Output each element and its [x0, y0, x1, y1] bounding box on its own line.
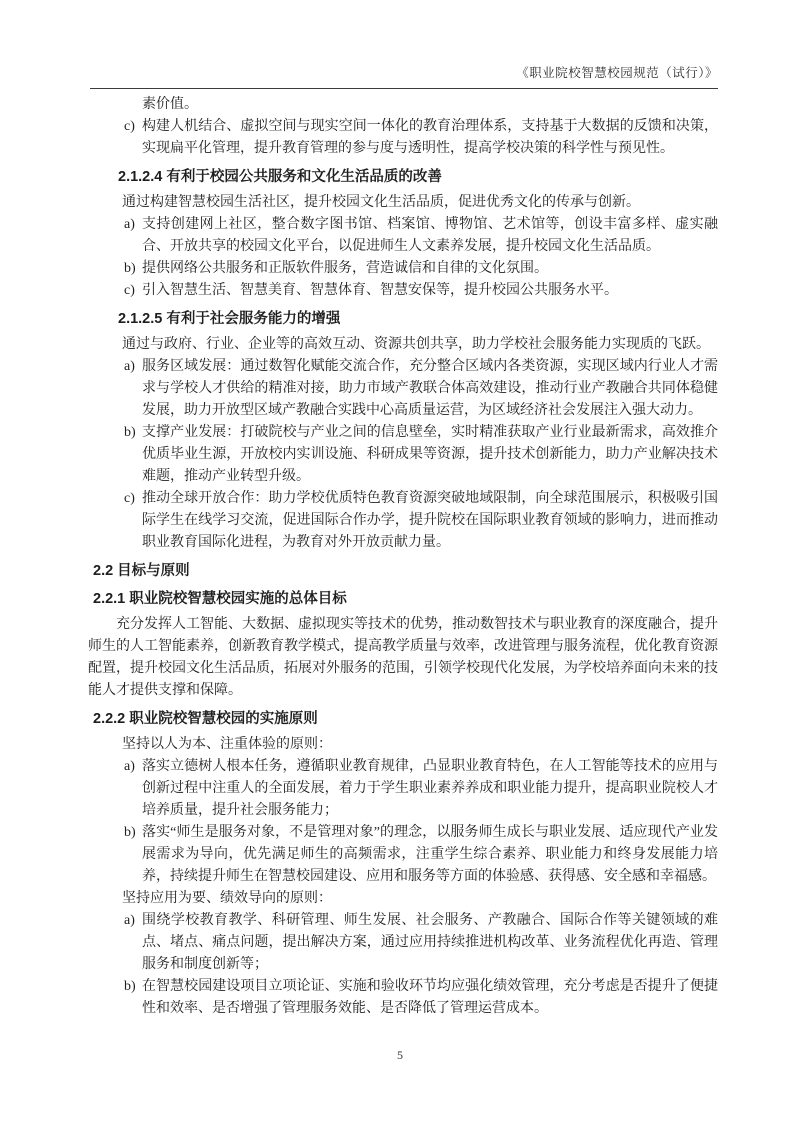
- section-heading-22: 2.2 目标与原则: [93, 563, 190, 579]
- list-item-text: 提供网络公共服务和正版软件服务，营造诚信和自律的文化氛围。: [142, 261, 548, 276]
- list-item-marker: b): [124, 261, 136, 276]
- header-rule: [90, 88, 718, 89]
- section-heading-221: 2.2.1 职业院校智慧校园实施的总体目标: [93, 591, 347, 607]
- section-intro-2124: 通过构建智慧校园生活社区，提升校园文化生活品质，促进优秀文化的传承与创新。: [122, 195, 640, 210]
- running-header-title: 《职业院校智慧校园规范（试行）》: [516, 66, 718, 80]
- list-item-text: 推动全球开放合作：助力学校优质特色教育资源突破地域限制，向全球范围展示，积极吸引国际学生在线学习交流，促进国际合作办学，提升院校在国际职业教育领域的影响力，进而推动职业教育国际化进程，为教育对外开放贡献力量。: [142, 491, 718, 550]
- list-item-marker: c): [124, 119, 135, 134]
- list-item-marker: a): [124, 217, 135, 232]
- list-item-marker: c): [124, 283, 135, 298]
- paragraph-carryover-tail: 素价值。: [142, 97, 198, 112]
- list-item: [90, 422, 718, 488]
- list-item-marker: c): [124, 491, 135, 506]
- list-item: [90, 756, 718, 822]
- list-item-text: 在智慧校园建设项目立项论证、实施和验收环节均应强化绩效管理，充分考虑是否提升了便捷性和效率、是否增强了管理服务效能、是否降低了管理运营成本。: [142, 979, 718, 1016]
- list-item: [90, 214, 718, 258]
- page-content: [90, 94, 718, 1020]
- section-heading-222: 2.2.2 职业院校智慧校园的实施原则: [93, 711, 318, 727]
- section-paragraph-221: 充分发挥人工智能、大数据、虚拟现实等技术的优势，推动数智技术与职业教育的深度融合，提升师生的人工智能素养，创新教育教学模式，提高教学质量与效率，改进管理与服务流程，优化教育资源配置，提升校园文化生活品质，拓展对外服务的范围，引领学校现代化发展，为学校培养面向未来的技能人才提供支撑和保障。: [88, 617, 718, 698]
- list-item-text: 支持创建网上社区，整合数字图书馆、档案馆、博物馆、艺术馆等，创设丰富多样、虚实融合、开放共享的校园文化平台，以促进师生人文素养发展，提升校园文化生活品质。: [142, 217, 718, 254]
- list-item: [90, 976, 718, 1020]
- list-item-marker: b): [124, 979, 136, 994]
- section-heading-2124: 2.1.2.4 有利于校园公共服务和文化生活品质的改善: [118, 169, 442, 185]
- list-item-text: 引入智慧生活、智慧美育、智慧体育、智慧安保等，提升校园公共服务水平。: [142, 283, 618, 298]
- list-item-marker: a): [124, 913, 135, 928]
- list-item: [90, 356, 718, 422]
- list-item-text: 支撑产业发展：打破院校与产业之间的信息壁垒，实时精准获取产业行业最新需求，高效推介优质毕业生源，开放校内实训设施、科研成果等资源，提升技术创新能力，助力产业解决技术难题，推动产业转型升级。: [142, 425, 718, 484]
- section-intro-2125: 通过与政府、行业、企业等的高效互动、资源共创共享，助力学校社会服务能力实现质的飞跃。: [122, 337, 710, 352]
- principle-lead: 坚持以人为本、注重体验的原则：: [122, 737, 332, 752]
- list-item: [90, 488, 718, 554]
- list-item: [90, 910, 718, 976]
- list-item-text: 构建人机结合、虚拟空间与现实空间一体化的教育治理体系，支持基于大数据的反馈和决策，实现扁平化管理，提升教育管理的参与度与透明性，提高学校决策的科学性与预见性。: [142, 119, 718, 156]
- list-item-marker: b): [124, 825, 136, 840]
- list-item-marker: a): [124, 359, 135, 374]
- list-item-text: 落实立德树人根本任务，遵循职业教育规律，凸显职业教育特色，在人工智能等技术的应用与创新过程中注重人的全面发展，着力于学生职业素养养成和职业能力提升，提高职业院校人才培养质量，提升社会服务能力；: [142, 759, 718, 818]
- list-item-text: 围绕学校教育教学、科研管理、师生发展、社会服务、产教融合、国际合作等关键领域的难点、堵点、痛点问题，提出解决方案，通过应用持续推进机构改革、业务流程优化再造、管理服务和制度创新等；: [142, 913, 718, 972]
- principle-lead: 坚持应用为要、绩效导向的原则：: [122, 891, 332, 906]
- page-number: 5: [397, 1048, 403, 1062]
- list-item: [90, 116, 718, 160]
- list-item: [90, 280, 718, 302]
- list-item-text: 服务区域发展：通过数智化赋能交流合作，充分整合区域内各类资源，实现区域内行业人才需求与学校人才供给的精准对接，助力市域产教联合体高效建设，推动行业产教融合共同体稳健发展，助力开放型区域产教融合实践中心高质量运营，为区域经济社会发展注入强大动力。: [142, 359, 718, 418]
- list-item-marker: a): [124, 759, 135, 774]
- section-heading-2125: 2.1.2.5 有利于社会服务能力的增强: [118, 311, 341, 327]
- list-item: [90, 822, 718, 888]
- list-item-text: 落实“师生是服务对象，不是管理对象”的理念，以服务师生成长与职业发展、适应现代产业发展需求为导向，优先满足师生的高频需求，注重学生综合素养、职业能力和终身发展能力培养，持续提升师生在智慧校园建设、应用和服务等方面的体验感、获得感、安全感和幸福感。: [142, 825, 718, 884]
- list-item-marker: b): [124, 425, 136, 440]
- list-item: [90, 258, 718, 280]
